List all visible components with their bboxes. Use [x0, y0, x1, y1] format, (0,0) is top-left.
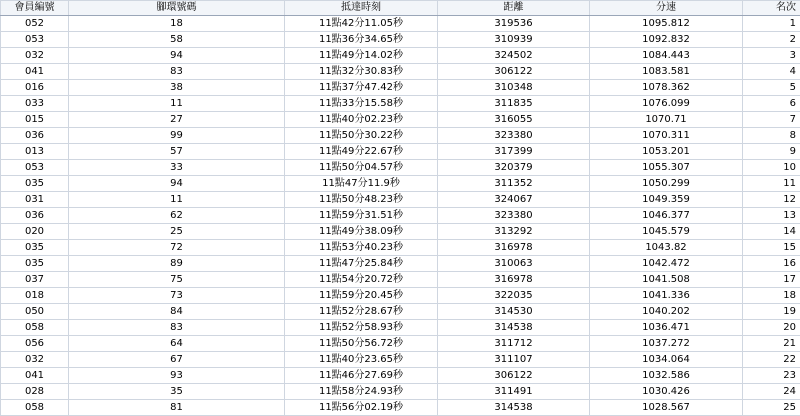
cell-distance: 306122	[438, 368, 590, 384]
cell-distance: 311107	[438, 352, 590, 368]
cell-speed: 1092.832	[590, 32, 743, 48]
cell-arrival-time: 11點40分02.23秒	[285, 112, 438, 128]
cell-member-id: 056	[1, 336, 69, 352]
cell-distance: 322035	[438, 288, 590, 304]
cell-member-id: 050	[1, 304, 69, 320]
cell-speed: 1078.362	[590, 80, 743, 96]
column-header-speed[interactable]: 分速	[590, 1, 743, 16]
cell-ring-number: 99	[69, 128, 285, 144]
cell-rank: 5	[743, 80, 800, 96]
cell-arrival-time: 11點47分25.84秒	[285, 256, 438, 272]
cell-member-id: 013	[1, 144, 69, 160]
cell-distance: 323380	[438, 128, 590, 144]
cell-member-id: 032	[1, 352, 69, 368]
table-row[interactable]	[1, 384, 800, 400]
cell-distance: 323380	[438, 208, 590, 224]
cell-speed: 1041.336	[590, 288, 743, 304]
cell-ring-number: 11	[69, 96, 285, 112]
cell-arrival-time: 11點59分20.45秒	[285, 288, 438, 304]
cell-speed: 1049.359	[590, 192, 743, 208]
table-row[interactable]	[1, 352, 800, 368]
cell-arrival-time: 11點56分02.19秒	[285, 400, 438, 416]
cell-distance: 314538	[438, 400, 590, 416]
cell-ring-number: 83	[69, 64, 285, 80]
cell-member-id: 035	[1, 256, 69, 272]
cell-rank: 25	[743, 400, 800, 416]
table-row[interactable]	[1, 128, 800, 144]
cell-speed: 1076.099	[590, 96, 743, 112]
cell-arrival-time: 11點50分56.72秒	[285, 336, 438, 352]
cell-speed: 1036.471	[590, 320, 743, 336]
cell-ring-number: 94	[69, 48, 285, 64]
cell-speed: 1055.307	[590, 160, 743, 176]
cell-member-id: 036	[1, 128, 69, 144]
cell-distance: 317399	[438, 144, 590, 160]
cell-ring-number: 38	[69, 80, 285, 96]
table-row[interactable]	[1, 256, 800, 272]
column-header-ring-number[interactable]: 腳環號碼	[69, 1, 285, 16]
cell-distance: 324502	[438, 48, 590, 64]
table-row[interactable]	[1, 240, 800, 256]
cell-distance: 311491	[438, 384, 590, 400]
cell-member-id: 016	[1, 80, 69, 96]
cell-distance: 316055	[438, 112, 590, 128]
cell-speed: 1084.443	[590, 48, 743, 64]
cell-rank: 11	[743, 176, 800, 192]
cell-rank: 19	[743, 304, 800, 320]
cell-speed: 1032.586	[590, 368, 743, 384]
cell-member-id: 033	[1, 96, 69, 112]
cell-speed: 1070.71	[590, 112, 743, 128]
table-row[interactable]	[1, 224, 800, 240]
cell-speed: 1034.064	[590, 352, 743, 368]
cell-rank: 8	[743, 128, 800, 144]
cell-ring-number: 93	[69, 368, 285, 384]
table-row[interactable]	[1, 112, 800, 128]
cell-rank: 4	[743, 64, 800, 80]
cell-rank: 3	[743, 48, 800, 64]
cell-arrival-time: 11點47分11.9秒	[285, 176, 438, 192]
cell-distance: 324067	[438, 192, 590, 208]
cell-ring-number: 67	[69, 352, 285, 368]
cell-distance: 310063	[438, 256, 590, 272]
table-header	[1, 1, 800, 16]
cell-speed: 1028.567	[590, 400, 743, 416]
cell-arrival-time: 11點40分23.65秒	[285, 352, 438, 368]
cell-member-id: 035	[1, 240, 69, 256]
cell-ring-number: 94	[69, 176, 285, 192]
cell-member-id: 041	[1, 368, 69, 384]
cell-arrival-time: 11點42分11.05秒	[285, 16, 438, 32]
cell-ring-number: 35	[69, 384, 285, 400]
cell-member-id: 028	[1, 384, 69, 400]
cell-ring-number: 73	[69, 288, 285, 304]
cell-speed: 1041.508	[590, 272, 743, 288]
cell-arrival-time: 11點32分30.83秒	[285, 64, 438, 80]
cell-ring-number: 11	[69, 192, 285, 208]
cell-rank: 2	[743, 32, 800, 48]
table-row[interactable]	[1, 32, 800, 48]
cell-arrival-time: 11點53分40.23秒	[285, 240, 438, 256]
cell-speed: 1095.812	[590, 16, 743, 32]
table-row[interactable]	[1, 320, 800, 336]
cell-rank: 21	[743, 336, 800, 352]
cell-ring-number: 75	[69, 272, 285, 288]
header-row	[1, 1, 800, 16]
cell-distance: 306122	[438, 64, 590, 80]
cell-speed: 1050.299	[590, 176, 743, 192]
cell-ring-number: 83	[69, 320, 285, 336]
cell-distance: 313292	[438, 224, 590, 240]
cell-arrival-time: 11點49分14.02秒	[285, 48, 438, 64]
cell-distance: 314530	[438, 304, 590, 320]
cell-distance: 311835	[438, 96, 590, 112]
column-header-arrival-time[interactable]: 抵達時刻	[285, 1, 438, 16]
cell-member-id: 032	[1, 48, 69, 64]
column-header-rank[interactable]: 名次	[743, 1, 800, 16]
cell-member-id: 037	[1, 272, 69, 288]
table-row[interactable]	[1, 304, 800, 320]
table-row[interactable]	[1, 368, 800, 384]
cell-arrival-time: 11點52分28.67秒	[285, 304, 438, 320]
cell-distance: 316978	[438, 240, 590, 256]
table-row[interactable]	[1, 80, 800, 96]
cell-ring-number: 84	[69, 304, 285, 320]
cell-distance: 311712	[438, 336, 590, 352]
cell-speed: 1070.311	[590, 128, 743, 144]
cell-member-id: 035	[1, 176, 69, 192]
cell-rank: 24	[743, 384, 800, 400]
cell-ring-number: 57	[69, 144, 285, 160]
table-row[interactable]	[1, 336, 800, 352]
column-header-member-id[interactable]: 會員編號	[1, 1, 69, 16]
cell-rank: 12	[743, 192, 800, 208]
cell-arrival-time: 11點36分34.65秒	[285, 32, 438, 48]
cell-distance: 320379	[438, 160, 590, 176]
cell-member-id: 058	[1, 400, 69, 416]
cell-member-id: 052	[1, 16, 69, 32]
cell-rank: 17	[743, 272, 800, 288]
cell-speed: 1037.272	[590, 336, 743, 352]
table-row[interactable]	[1, 48, 800, 64]
cell-ring-number: 72	[69, 240, 285, 256]
cell-rank: 20	[743, 320, 800, 336]
table-row[interactable]	[1, 288, 800, 304]
cell-distance: 311352	[438, 176, 590, 192]
cell-member-id: 053	[1, 32, 69, 48]
table-body	[1, 16, 800, 416]
cell-arrival-time: 11點33分15.58秒	[285, 96, 438, 112]
cell-arrival-time: 11點37分47.42秒	[285, 80, 438, 96]
cell-arrival-time: 11點59分31.51秒	[285, 208, 438, 224]
cell-arrival-time: 11點52分58.93秒	[285, 320, 438, 336]
cell-rank: 9	[743, 144, 800, 160]
cell-speed: 1045.579	[590, 224, 743, 240]
table-row[interactable]	[1, 160, 800, 176]
cell-ring-number: 27	[69, 112, 285, 128]
cell-member-id: 018	[1, 288, 69, 304]
cell-member-id: 058	[1, 320, 69, 336]
cell-arrival-time: 11點50分30.22秒	[285, 128, 438, 144]
table-row[interactable]	[1, 208, 800, 224]
cell-speed: 1043.82	[590, 240, 743, 256]
cell-distance: 310348	[438, 80, 590, 96]
cell-speed: 1083.581	[590, 64, 743, 80]
cell-member-id: 031	[1, 192, 69, 208]
cell-rank: 23	[743, 368, 800, 384]
table-row[interactable]	[1, 144, 800, 160]
cell-arrival-time: 11點50分04.57秒	[285, 160, 438, 176]
cell-member-id: 020	[1, 224, 69, 240]
column-header-distance[interactable]: 距離	[438, 1, 590, 16]
cell-member-id: 053	[1, 160, 69, 176]
cell-speed: 1053.201	[590, 144, 743, 160]
cell-ring-number: 18	[69, 16, 285, 32]
cell-ring-number: 33	[69, 160, 285, 176]
cell-rank: 6	[743, 96, 800, 112]
cell-member-id: 036	[1, 208, 69, 224]
cell-rank: 13	[743, 208, 800, 224]
cell-distance: 310939	[438, 32, 590, 48]
cell-distance: 319536	[438, 16, 590, 32]
cell-ring-number: 25	[69, 224, 285, 240]
cell-arrival-time: 11點54分20.72秒	[285, 272, 438, 288]
cell-distance: 316978	[438, 272, 590, 288]
cell-speed: 1046.377	[590, 208, 743, 224]
cell-ring-number: 58	[69, 32, 285, 48]
cell-ring-number: 64	[69, 336, 285, 352]
cell-rank: 18	[743, 288, 800, 304]
cell-speed: 1030.426	[590, 384, 743, 400]
cell-arrival-time: 11點49分38.09秒	[285, 224, 438, 240]
cell-member-id: 041	[1, 64, 69, 80]
cell-speed: 1040.202	[590, 304, 743, 320]
cell-rank: 22	[743, 352, 800, 368]
cell-speed: 1042.472	[590, 256, 743, 272]
cell-rank: 16	[743, 256, 800, 272]
cell-rank: 14	[743, 224, 800, 240]
cell-distance: 314538	[438, 320, 590, 336]
cell-arrival-time: 11點58分24.93秒	[285, 384, 438, 400]
cell-ring-number: 62	[69, 208, 285, 224]
table-row[interactable]	[1, 64, 800, 80]
table-row[interactable]	[1, 272, 800, 288]
cell-rank: 15	[743, 240, 800, 256]
cell-ring-number: 81	[69, 400, 285, 416]
cell-arrival-time: 11點49分22.67秒	[285, 144, 438, 160]
cell-arrival-time: 11點46分27.69秒	[285, 368, 438, 384]
cell-rank: 7	[743, 112, 800, 128]
cell-rank: 1	[743, 16, 800, 32]
table-row[interactable]	[1, 96, 800, 112]
cell-ring-number: 89	[69, 256, 285, 272]
cell-rank: 10	[743, 160, 800, 176]
cell-member-id: 015	[1, 112, 69, 128]
table-row[interactable]	[1, 400, 800, 416]
table-row[interactable]	[1, 192, 800, 208]
table-row[interactable]	[1, 176, 800, 192]
table-row[interactable]	[1, 16, 800, 32]
cell-arrival-time: 11點50分48.23秒	[285, 192, 438, 208]
